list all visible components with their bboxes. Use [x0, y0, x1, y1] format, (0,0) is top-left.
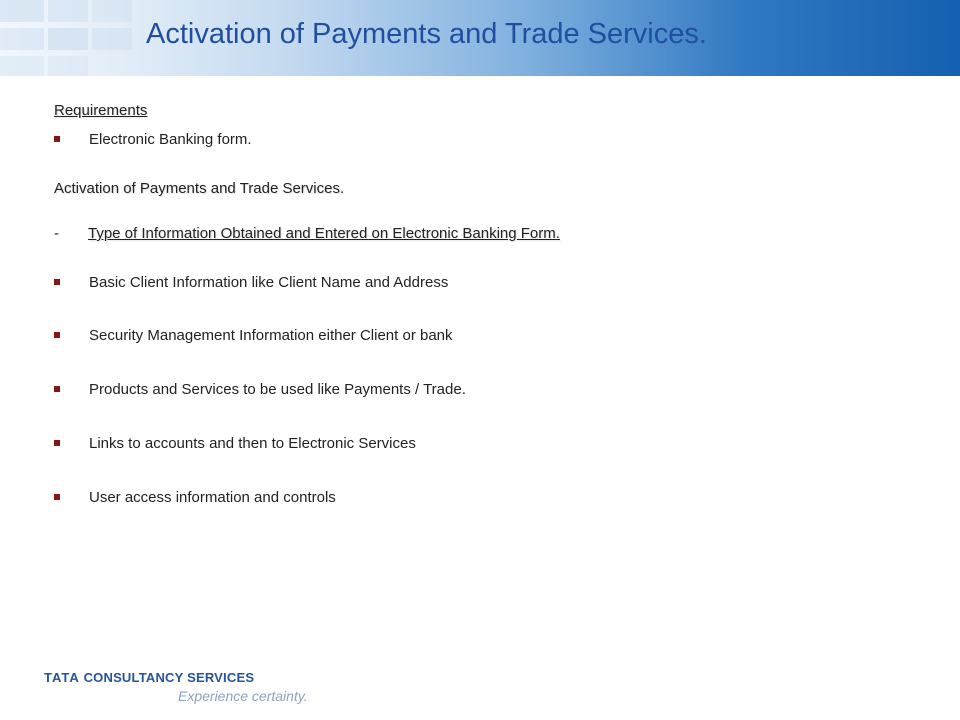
header-band: [0, 0, 960, 76]
brand-tata: TATA: [44, 670, 80, 685]
dash-marker: -: [54, 225, 59, 242]
square-bullet-icon: [54, 136, 60, 142]
square-bullet-icon: [54, 440, 60, 446]
square-bullet-icon: [54, 332, 60, 338]
info-heading: Type of Information Obtained and Entered on Electronic Banking Form.: [88, 225, 560, 242]
brand-name: [44, 670, 308, 685]
list-item-text: Products and Services to be used like Payments / Trade.: [89, 381, 466, 398]
list-item-text: Links to accounts and then to Electronic Services: [89, 435, 416, 452]
list-item-text: User access information and controls: [89, 489, 336, 506]
square-bullet-icon: [54, 494, 60, 500]
square-bullet-icon: [54, 386, 60, 392]
list-item-text: Electronic Banking form.: [89, 131, 252, 148]
brand-tagline: Experience certainty.: [178, 688, 308, 704]
square-bullet-icon: [54, 279, 60, 285]
brand-rest: CONSULTANCY SERVICES: [83, 670, 255, 685]
list-item-text: Security Management Information either Client or bank: [89, 327, 453, 344]
list-item-text: Basic Client Information like Client Name and Address: [89, 274, 449, 291]
header-tile-pattern: [0, 0, 140, 76]
requirements-heading: Requirements: [54, 102, 148, 119]
tcs-logo: [44, 670, 308, 704]
activation-heading: Activation of Payments and Trade Services.: [54, 180, 345, 197]
slide-title: Activation of Payments and Trade Services.: [146, 18, 707, 50]
